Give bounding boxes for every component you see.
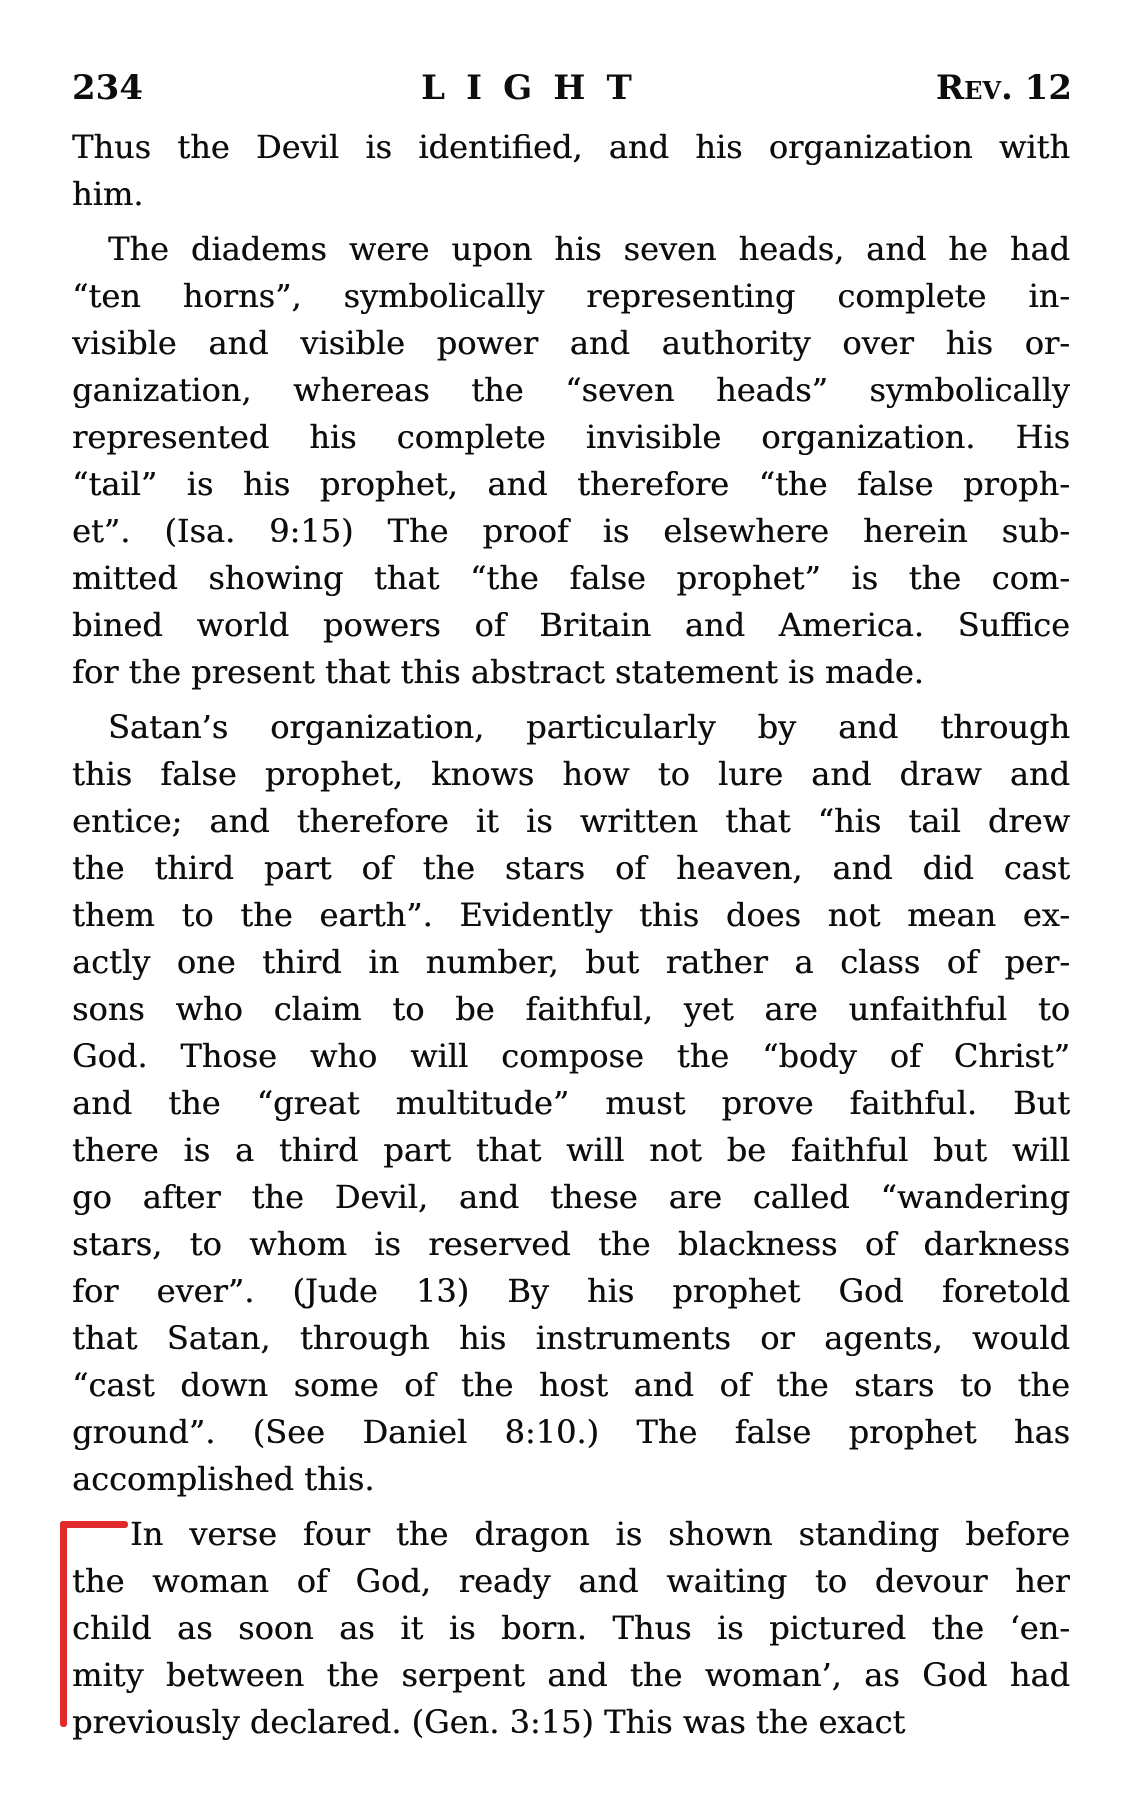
text-line: Thus the Devil is identified, and his organization with	[72, 128, 1070, 166]
text-line: ground”. (See Daniel 8:10.) The false prophet has	[72, 1413, 1070, 1451]
running-title: LIGHT	[421, 68, 653, 108]
text-line: and the “great multitude” must prove faithful. But	[72, 1084, 1070, 1122]
text-line: that Satan, through his instruments or agents, would	[72, 1319, 1070, 1357]
running-section: Rev. 12	[935, 68, 1072, 108]
red-bracket-vertical-line	[60, 1521, 67, 1727]
text-line: sons who claim to be faithful, yet are unfaithful to	[72, 990, 1070, 1028]
text-line: child as soon as it is born. Thus is pictured the ‘en-	[72, 1609, 1070, 1647]
text-line: bined world powers of Britain and America. Suffice	[72, 606, 1070, 644]
text-line: there is a third part that will not be faithful but will	[72, 1131, 1070, 1169]
paragraph	[72, 1511, 1070, 1746]
text-line: accomplished this.	[72, 1460, 375, 1498]
red-bracket-horizontal-line	[60, 1521, 128, 1528]
text-line: him.	[72, 175, 144, 213]
text-line: et”. (Isa. 9:15) The proof is elsewhere herein sub-	[72, 512, 1070, 550]
running-header	[72, 66, 1072, 110]
paragraph	[72, 124, 1070, 218]
paragraph	[72, 704, 1070, 1503]
page-body	[72, 124, 1070, 1746]
paragraph	[72, 226, 1070, 696]
text-line: for ever”. (Jude 13) By his prophet God foretold	[72, 1272, 1070, 1310]
text-line: The diadems were upon his seven heads, and he had	[108, 230, 1070, 268]
text-line: ganization, whereas the “seven heads” symbolically	[72, 371, 1070, 409]
text-line: go after the Devil, and these are called “wandering	[72, 1178, 1070, 1216]
text-line: actly one third in number, but rather a class of per-	[72, 943, 1070, 981]
text-line: represented his complete invisible organization. His	[72, 418, 1070, 456]
text-line: Satan’s organization, particularly by and through	[108, 708, 1070, 746]
text-line: stars, to whom is reserved the blackness of darkness	[72, 1225, 1070, 1263]
text-line: for the present that this abstract statement is made.	[72, 653, 924, 691]
text-line: previously declared. (Gen. 3:15) This was the exact	[72, 1703, 906, 1741]
text-line: the third part of the stars of heaven, and did cast	[72, 849, 1070, 887]
text-line: visible and visible power and authority over his or-	[72, 324, 1070, 362]
text-line: the woman of God, ready and waiting to devour her	[72, 1562, 1070, 1600]
text-line: mity between the serpent and the woman’, as God had	[72, 1656, 1070, 1694]
text-line: mitted showing that “the false prophet” is the com-	[72, 559, 1070, 597]
text-line: “ten horns”, symbolically representing complete in-	[72, 277, 1070, 315]
text-line: God. Those who will compose the “body of Christ”	[72, 1037, 1070, 1075]
text-line: “tail” is his prophet, and therefore “the false proph-	[72, 465, 1070, 503]
text-line: “cast down some of the host and of the stars to the	[72, 1366, 1070, 1404]
text-line: In verse four the dragon is shown standing before	[130, 1515, 1070, 1553]
text-line: them to the earth”. Evidently this does not mean ex-	[72, 896, 1070, 934]
text-line: this false prophet, knows how to lure and draw and	[72, 755, 1070, 793]
page-number: 234	[72, 68, 143, 108]
text-line: entice; and therefore it is written that “his tail drew	[72, 802, 1070, 840]
